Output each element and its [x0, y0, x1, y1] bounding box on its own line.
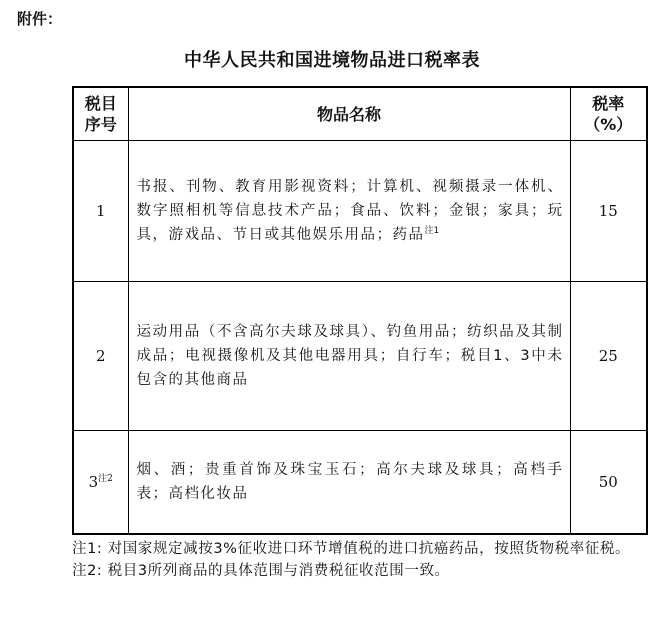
header-tax-rate — [570, 87, 647, 141]
header-item-name: 物品名称 — [128, 87, 570, 141]
header-tax-number-line1: 税目 — [84, 94, 117, 113]
row-item-names-text: 书报、刊物、教育用影视资料；计算机、视频摄录一体机、数字照相机等信息技术产品；食品、饮料；金银；家具；玩具，游戏品、节日或其他娱乐用品；药品 — [136, 179, 564, 243]
row-tax-rate: 25 — [570, 282, 647, 431]
footnote-2: 注2: 税目3所列商品的具体范围与消费税征收范围一致。 — [72, 563, 450, 579]
row-tax-number-value: 1 — [95, 202, 106, 220]
row-tax-rate: 15 — [570, 141, 647, 282]
table-row — [73, 141, 647, 282]
row-item-names — [128, 431, 570, 535]
row-tax-number — [73, 431, 128, 535]
table-row — [73, 282, 647, 431]
row-item-names — [128, 141, 570, 282]
row-tax-number-value: 2 — [95, 347, 106, 365]
table-header-row — [73, 87, 647, 141]
attachment-label: 附件： — [17, 10, 63, 28]
header-tax-number — [73, 87, 128, 141]
header-tax-number-line2: 序号 — [84, 115, 117, 134]
row-item-names — [128, 282, 570, 431]
tax-rate-table — [72, 86, 648, 535]
row-tax-number-note: 注2 — [98, 474, 113, 484]
row-tax-rate: 50 — [570, 431, 647, 535]
row-tax-number — [73, 282, 128, 431]
row-tax-number-value: 3 — [88, 473, 99, 491]
table-row — [73, 431, 647, 535]
footnotes — [72, 538, 652, 582]
document-title: 中华人民共和国进境物品进口税率表 — [184, 50, 480, 71]
row-item-names-text: 运动用品（不含高尔夫球及球具）、钓鱼用品；纺织品及其制成品；电视摄像机及其他电器用具；自行车；税目1、3中未包含的其他商品 — [136, 324, 564, 388]
row-item-names-note: 注1 — [424, 226, 440, 237]
header-tax-rate-line2: （%） — [584, 115, 633, 134]
row-tax-number — [73, 141, 128, 282]
footnote-1: 注1: 对国家规定减按3%征收进口环节增值税的进口抗癌药品，按照货物税率征税。 — [72, 541, 631, 557]
header-tax-rate-line1: 税率 — [592, 94, 625, 113]
row-item-names-text: 烟、酒；贵重首饰及珠宝玉石；高尔夫球及球具；高档手表；高档化妆品 — [136, 462, 564, 502]
